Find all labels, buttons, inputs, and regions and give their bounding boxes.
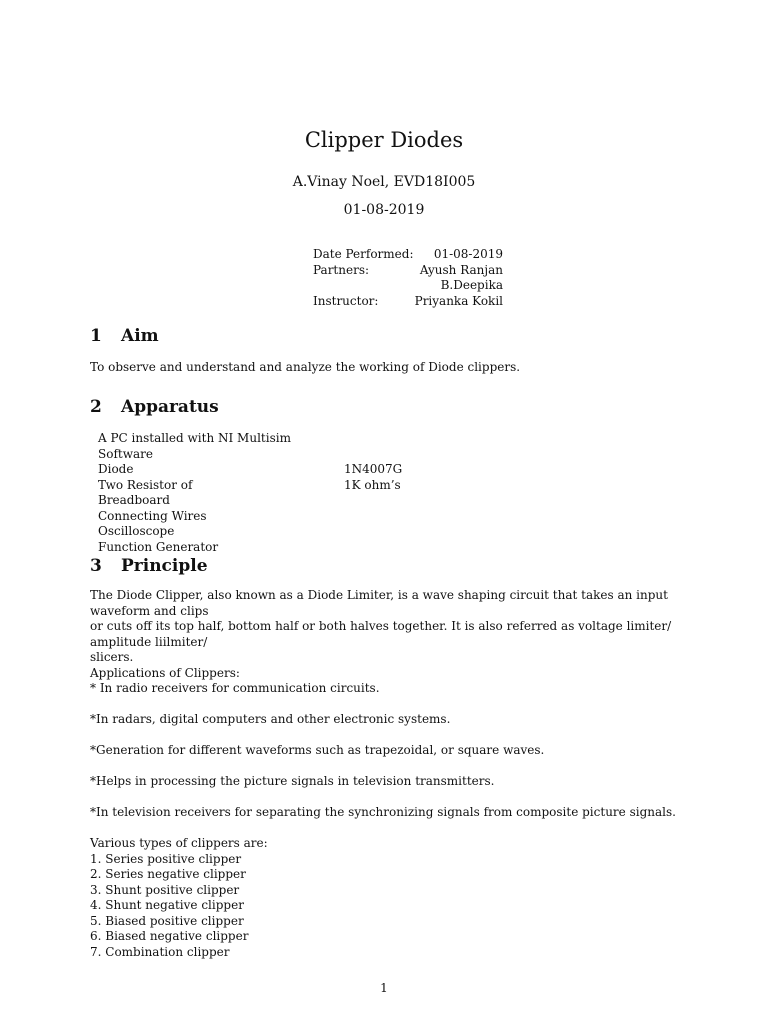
clipper-type-item: 1. Series positive clipper [90,851,242,866]
apparatus-item: Connecting Wires [98,508,207,523]
document-title: Clipper Diodes [304,128,464,152]
paragraph-gap [90,759,725,775]
clipper-type-item: 5. Biased positive clipper [90,913,244,928]
clipper-type-item: 6. Biased negative clipper [90,929,249,943]
paragraph-gap [90,728,725,744]
paragraph-gap [90,697,725,713]
paragraph-gap [90,790,725,806]
application-item: *In radars, digital computers and other electronic systems. [90,712,451,726]
meta-row-instructor [313,294,503,310]
meta-label: Date Performed: [313,247,414,261]
section-heading-aim [90,326,159,346]
apparatus-row [98,493,402,509]
apparatus-row [98,524,402,540]
section-heading-principle [90,556,208,576]
apparatus-row [98,478,402,494]
apparatus-item: Breadboard [98,493,170,507]
apparatus-item: Two Resistor of [98,477,193,492]
section-number: 2 [90,397,102,417]
principle-body [90,588,725,960]
paragraph-gap [90,821,725,837]
apparatus-spec: 1N4007G [344,462,403,476]
apparatus-row [98,509,402,525]
principle-line: The Diode Clipper, also known as a Diode Limiter, is a wave shaping circuit that takes an input waveform and clips [90,588,668,618]
clipper-type-item: 7. Combination clipper [90,944,230,959]
meta-row-partners [313,263,503,279]
apparatus-item: Oscilloscope [98,524,175,538]
meta-value: Ayush Ranjan [419,262,503,277]
meta-label: Instructor: [313,293,379,308]
apparatus-row [98,540,402,556]
meta-row-partners-2 [313,278,503,294]
application-item: *Generation for different waveforms such as trapezoidal, or square waves. [90,743,545,757]
clipper-type-item: 3. Shunt positive clipper [90,882,240,897]
section-heading-apparatus [90,397,219,417]
principle-line: slicers. [90,650,134,664]
meta-value: 01-08-2019 [433,247,503,261]
author-line: A.Vinay Noel, EVD18I005 [292,174,476,190]
meta-table [313,247,503,309]
clipper-type-item: 2. Series negative clipper [90,867,246,881]
apparatus-list [98,431,402,555]
principle-line: or cuts off its top half, bottom half or both halves together. It is also referred as voltage limiter/ amplitude liilmiter/ [90,619,672,649]
meta-value: Priyanka Kokil [414,293,503,308]
application-item: * In radio receivers for communication circuits. [90,681,380,695]
section-number: 3 [90,556,102,576]
applications-heading: Applications of Clippers: [90,665,240,680]
section-number: 1 [90,326,102,346]
aim-text: To observe and understand and analyze the working of Diode clippers. [90,360,521,374]
application-item: *In television receivers for separating the synchronizing signals from composite picture signals. [90,805,676,819]
clipper-type-item: 4. Shunt negative clipper [90,898,244,912]
meta-label: Partners: [313,262,370,277]
apparatus-item: Diode [98,462,134,476]
apparatus-row [98,462,402,478]
apparatus-item: Function Generator [98,539,219,554]
apparatus-row [98,431,402,462]
section-title: Aim [121,326,159,346]
meta-row-date-performed [313,247,503,263]
application-item: *Helps in processing the picture signals in television transmitters. [90,774,495,788]
apparatus-spec: 1K ohm’s [344,477,401,492]
apparatus-item: A PC installed with NI Multisim Software [98,431,291,461]
page-number: 1 [380,981,388,995]
section-title: Apparatus [121,397,219,417]
section-title: Principle [121,556,208,576]
document-date: 01-08-2019 [343,202,425,218]
meta-value: B.Deepika [440,278,503,292]
types-heading: Various types of clippers are: [90,836,268,850]
